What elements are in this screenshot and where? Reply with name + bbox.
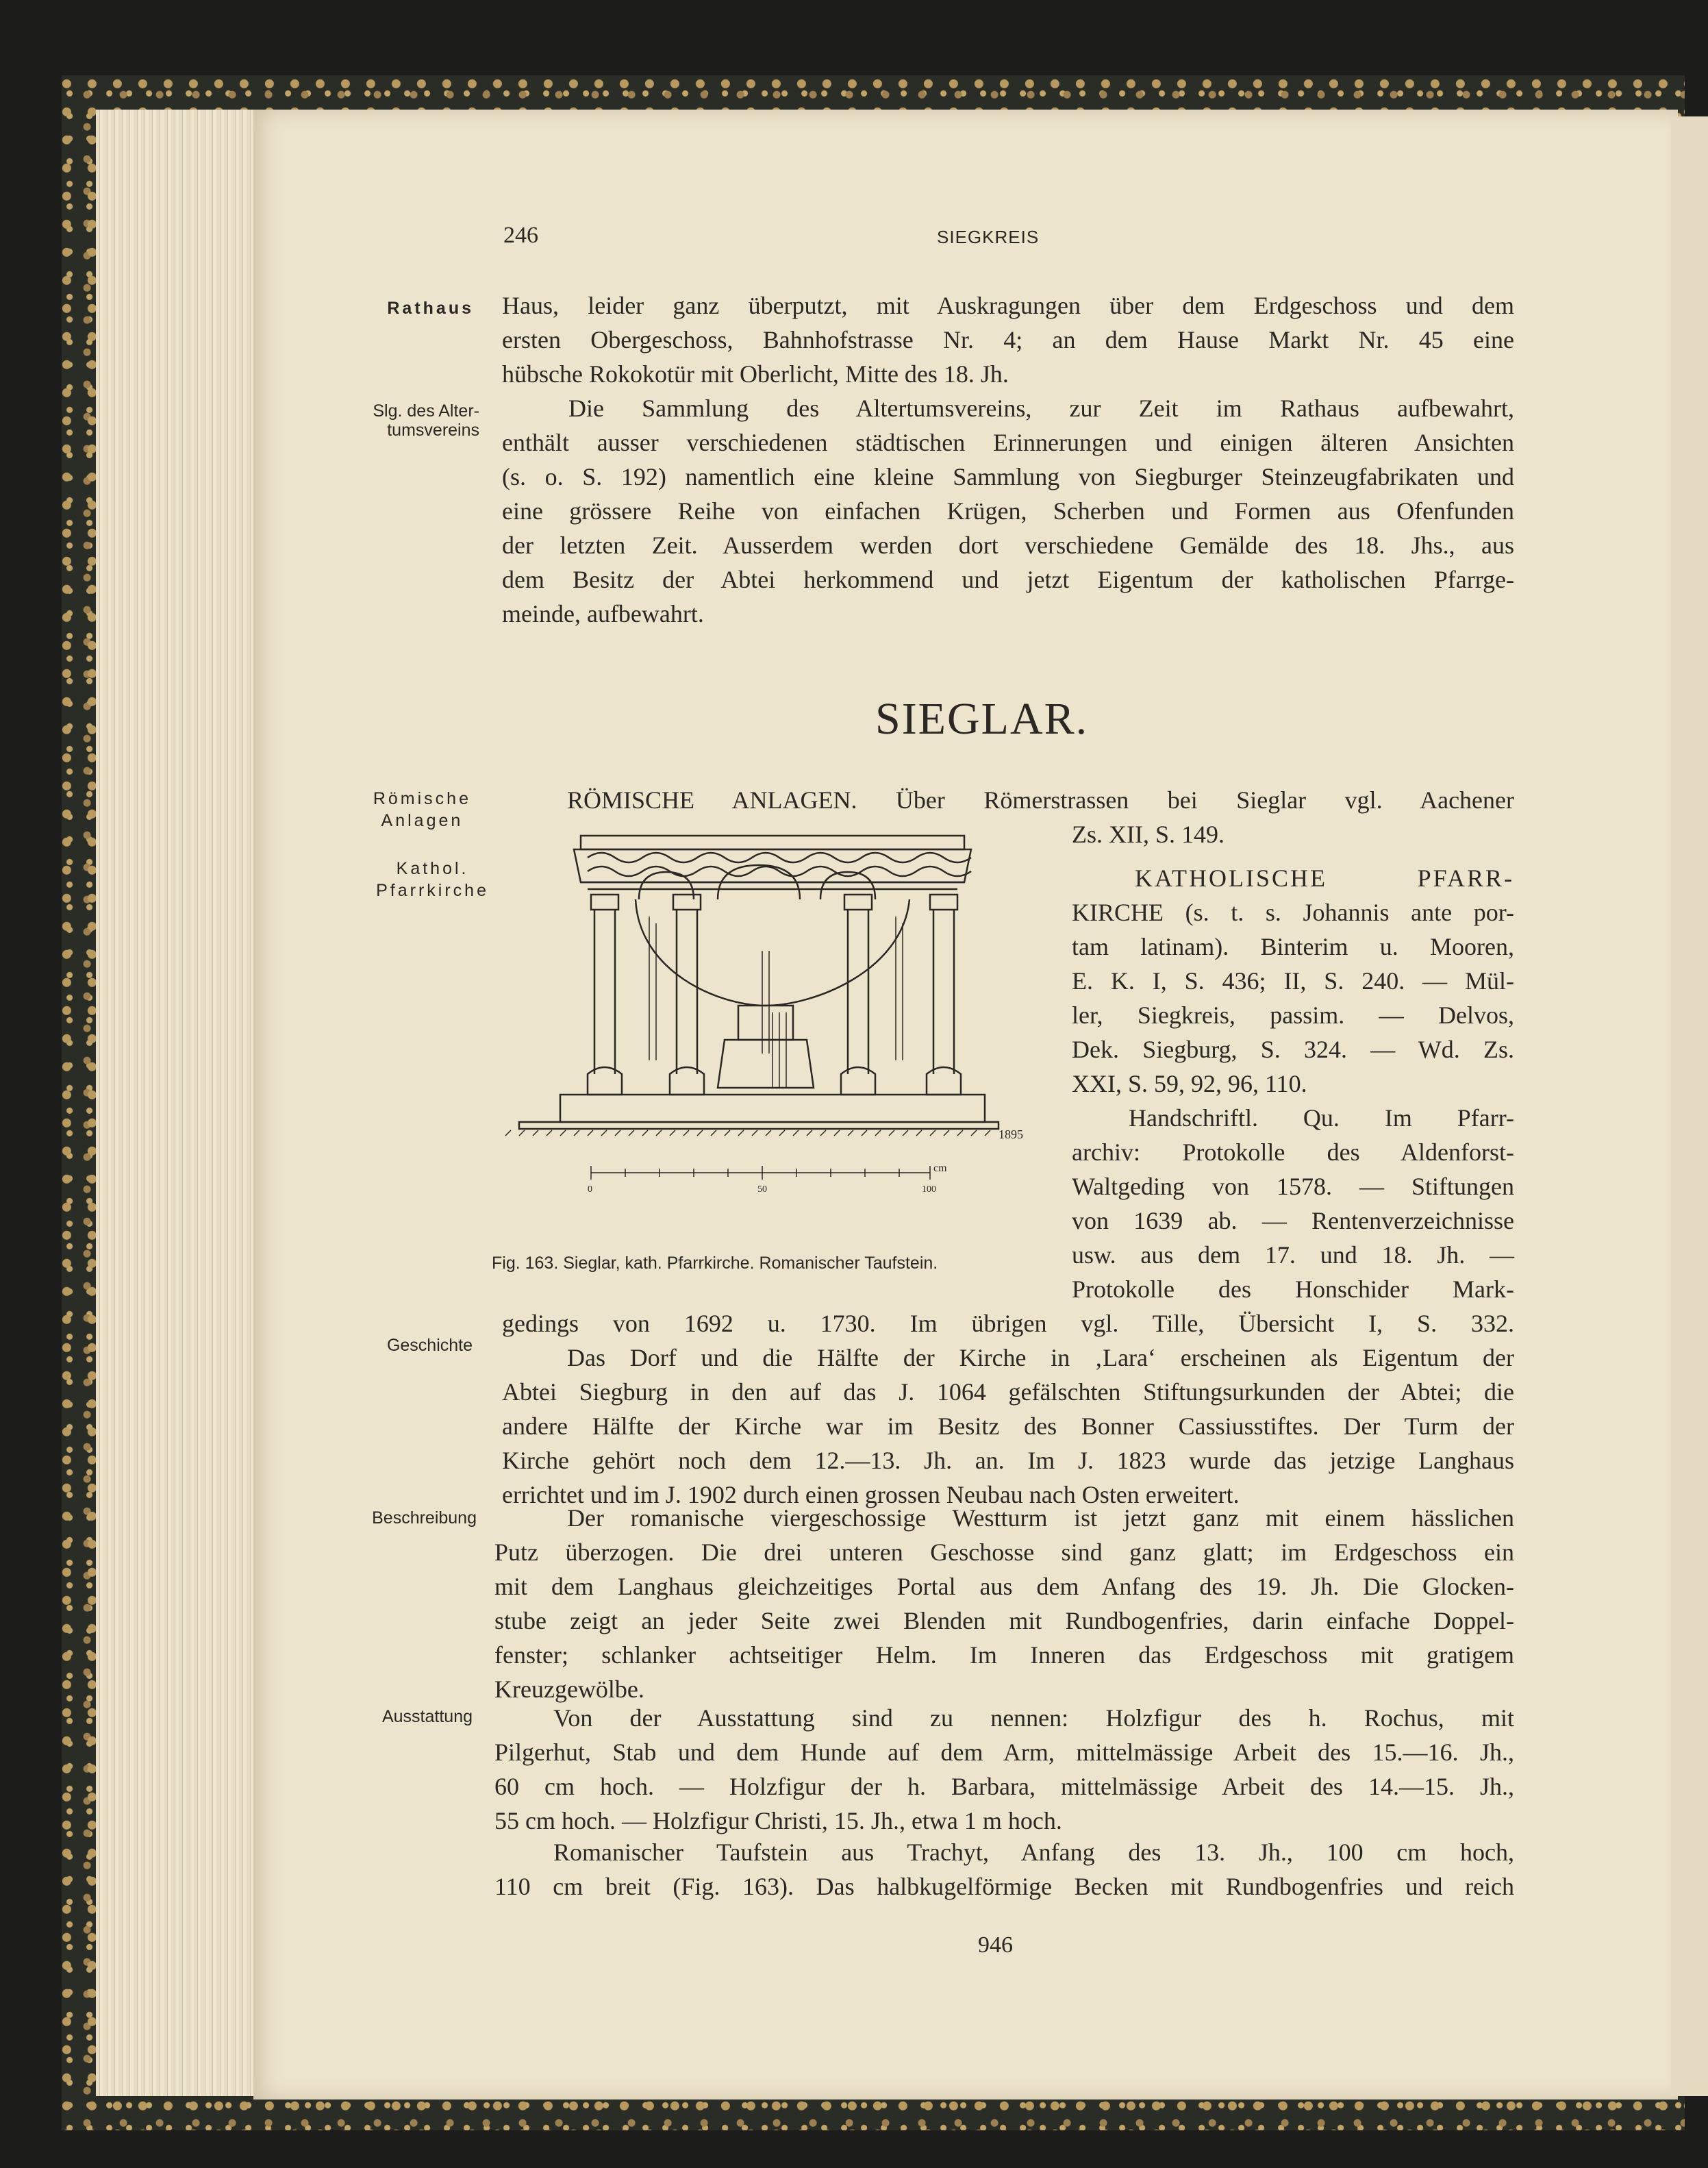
text-line: Pilgerhut, Stab und dem Hunde auf dem Arm, mittelmässige Arbeit des 15.—16. Jh.,	[494, 1739, 1514, 1766]
text-line: Zs. XII, S. 149.	[1072, 821, 1225, 848]
text-line: ersten Obergeschoss, Bahnhofstrasse Nr. 4; an dem Hause Markt Nr. 45 eine	[502, 326, 1514, 353]
scale-start: 0	[588, 1184, 592, 1195]
text-line: eine grössere Reihe von einfachen Krügen, Scherben und Formen aus Ofenfunden	[502, 497, 1514, 525]
scale-end: 100	[922, 1184, 936, 1195]
text-line: gedings von 1692 u. 1730. Im übrigen vgl. Tille, Übersicht I, S. 332.	[502, 1310, 1514, 1337]
sidenote-sammlung	[373, 400, 479, 441]
text-line: KIRCHE (s. t. s. Johannis ante por-	[1072, 899, 1514, 926]
text-line: Der romanische viergeschossige Westturm ist jetzt ganz mit einem hässlichen	[567, 1504, 1514, 1532]
text-line: von 1639 ab. — Rentenverzeichnisse	[1072, 1207, 1514, 1234]
text-line: stube zeigt an jeder Seite zwei Blenden mit Rundbogenfries, darin einfache Doppel-	[494, 1607, 1514, 1634]
text-line: (s. o. S. 192) namentlich eine kleine Sammlung von Siegburger Steinzeugfabrikaten und	[502, 463, 1514, 490]
text-line: XXI, S. 59, 92, 96, 110.	[1072, 1070, 1307, 1097]
sidenote-rathaus: Rathaus	[387, 299, 474, 318]
facing-page-edge	[1671, 116, 1708, 2096]
text-line: Dek. Siegburg, S. 324. — Wd. Zs.	[1072, 1036, 1514, 1063]
text-line: usw. aus dem 17. und 18. Jh. —	[1072, 1241, 1514, 1269]
sidenote-beschreibung: Beschreibung	[372, 1508, 477, 1528]
text-line: archiv: Protokolle des Aldenforst-	[1072, 1138, 1514, 1166]
page-number: 246	[503, 223, 538, 248]
text-line: Kreuzgewölbe.	[494, 1675, 644, 1703]
text-line: der letzten Zeit. Ausserdem werden dort verschiedene Gemälde des 18. Jhs., aus	[502, 532, 1514, 559]
sidenote-roem-line1: Römische	[373, 789, 471, 808]
text-line: mit dem Langhaus gleichzeitiges Portal aus dem Anfang des 19. Jh. Die Glocken-	[494, 1573, 1514, 1600]
sidenote-kath-line2: Pfarrkirche	[376, 881, 489, 900]
sidenote-roem-line2: Anlagen	[381, 811, 464, 830]
text-line: Kirche gehört noch dem 12.—13. Jh. an. Im J. 1823 wurde das jetzige Langhaus	[502, 1447, 1514, 1474]
text-line: 110 cm breit (Fig. 163). Das halbkugelförmige Becken mit Rundbogenfries und reich	[494, 1873, 1514, 1900]
text-line: Protokolle des Honschider Mark-	[1072, 1275, 1514, 1303]
figure-caption: Fig. 163. Sieglar, kath. Pfarrkirche. Romanischer Taufstein.	[492, 1254, 938, 1273]
text-line: errichtet und im J. 1902 durch einen grossen Neubau nach Osten erweitert.	[502, 1481, 1240, 1508]
text-line: 60 cm hoch. — Holzfigur der h. Barbara, mittelmässige Arbeit des 14.—15. Jh.,	[494, 1773, 1514, 1800]
sheet-number: 946	[978, 1932, 1013, 1958]
text-line: 55 cm hoch. — Holzfigur Christi, 15. Jh., etwa 1 m hoch.	[494, 1807, 1062, 1834]
figure-year-mark: 1895	[999, 1127, 1023, 1141]
text-line: andere Hälfte der Kirche war im Besitz des Bonner Cassiusstiftes. Der Turm der	[502, 1412, 1514, 1440]
sidenote-sammlung-line1: Slg. des Alter-	[373, 401, 479, 421]
page-edges	[96, 110, 260, 2096]
text-line: Von der Ausstattung sind zu nennen: Holzfigur des h. Rochus, mit	[553, 1704, 1514, 1732]
text-line: RÖMISCHE ANLAGEN. Über Römerstrassen bei Sieglar vgl. Aachener	[567, 786, 1514, 814]
sidenote-roemische-anlagen	[373, 788, 471, 832]
text-line: E. K. I, S. 436; II, S. 240. — Mül-	[1072, 967, 1514, 995]
text-line: Handschriftl. Qu. Im Pfarr-	[1129, 1104, 1514, 1132]
text-line: Das Dorf und die Hälfte der Kirche in ‚Lara‘ erscheinen als Eigentum der	[567, 1344, 1514, 1371]
text-line: KATHOLISCHE PFARR-	[1135, 864, 1514, 892]
text-line: Waltgeding von 1578. — Stiftungen	[1072, 1173, 1514, 1200]
sidenote-geschichte: Geschichte	[386, 1336, 473, 1355]
running-title: SIEGKREIS	[937, 227, 1040, 247]
sidenote-sammlung-line2: tumsvereins	[387, 421, 479, 440]
text-line: Die Sammlung des Altertumsvereins, zur Zeit im Rathaus aufbewahrt,	[568, 395, 1514, 422]
text-line: ler, Siegkreis, passim. — Delvos,	[1072, 1001, 1514, 1029]
text-line: enthält ausser verschiedenen städtischen Erinnerungen und einigen älteren Ansichten	[502, 429, 1514, 456]
text-line: hübsche Rokokotür mit Oberlicht, Mitte des 18. Jh.	[502, 360, 1009, 388]
baptismal-font-figure	[492, 834, 1053, 1204]
sidenote-kath-line1: Kathol.	[396, 859, 469, 878]
scale-mid: 50	[757, 1184, 767, 1195]
text-line: dem Besitz der Abtei herkommend und jetzt Eigentum der katholischen Pfarrge-	[502, 566, 1514, 593]
scale-unit: cm	[933, 1162, 947, 1174]
text-line: tam latinam). Binterim u. Mooren,	[1072, 933, 1514, 960]
text-line: Abtei Siegburg in den auf das J. 1064 gefälschten Stiftungsurkunden der Abtei; die	[502, 1378, 1514, 1406]
text-line: Putz überzogen. Die drei unteren Geschosse sind ganz glatt; im Erdgeschoss ein	[494, 1538, 1514, 1566]
text-line: meinde, aufbewahrt.	[502, 600, 704, 627]
sidenote-pfarrkirche	[376, 858, 489, 901]
section-title: SIEGLAR.	[875, 694, 1089, 744]
text-line: Haus, leider ganz überputzt, mit Auskragungen über dem Erdgeschoss und dem	[502, 292, 1514, 319]
text-line: Romanischer Taufstein aus Trachyt, Anfang des 13. Jh., 100 cm hoch,	[553, 1839, 1514, 1866]
sidenote-ausstattung: Ausstattung	[381, 1707, 473, 1726]
text-line: fenster; schlanker achtseitiger Helm. Im Inneren das Erdgeschoss mit gratigem	[494, 1641, 1514, 1669]
